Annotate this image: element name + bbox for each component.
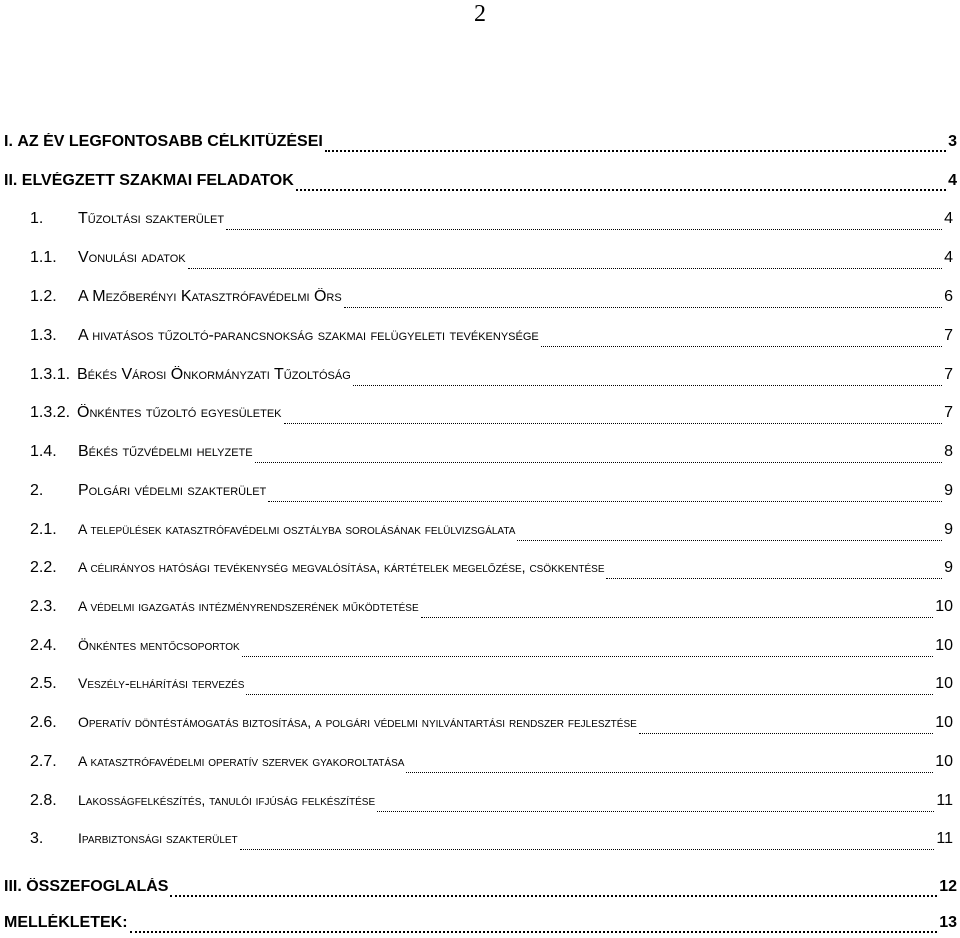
toc-entry[interactable] xyxy=(0,482,953,506)
toc-entry[interactable] xyxy=(0,792,953,816)
toc-entry-number: 1.4. xyxy=(30,443,57,460)
toc-entry-page: 11 xyxy=(936,830,953,847)
toc-entry-title: A települések katasztrófavédelmi osztályba sorolásának felülvizsgálata xyxy=(78,521,516,537)
toc-entry-number: 2.8. xyxy=(30,792,57,809)
toc-entry[interactable] xyxy=(0,288,953,312)
toc-entry-page: 10 xyxy=(935,675,953,692)
toc-entry[interactable] xyxy=(0,443,953,467)
toc-entry-number: 2.6. xyxy=(30,714,57,731)
dot-leader xyxy=(130,931,938,933)
dot-leader xyxy=(517,540,942,541)
toc-entry-number: 1.2. xyxy=(30,288,57,305)
toc-entry[interactable] xyxy=(0,559,953,583)
toc-entry[interactable] xyxy=(4,878,957,902)
dot-leader xyxy=(170,895,937,897)
toc-entry-number: III. xyxy=(4,878,22,895)
toc-entry-title: Polgári védelmi szakterület xyxy=(78,482,267,499)
dot-leader xyxy=(188,268,942,269)
toc-entry[interactable] xyxy=(0,521,953,545)
toc-entry[interactable] xyxy=(0,714,953,738)
toc-entry-page: 13 xyxy=(939,914,957,931)
toc-entry-page: 6 xyxy=(944,288,953,305)
toc-entry-page: 7 xyxy=(944,366,953,383)
toc-entry-page: 9 xyxy=(944,559,953,576)
toc-entry-title: Békés Városi Önkormányzati Tűzoltóság xyxy=(77,366,351,383)
toc-entry-number: 1.3.2. xyxy=(30,404,71,421)
toc-entry-page: 10 xyxy=(935,753,953,770)
toc-entry-title: Operatív döntéstámogatás biztosítása, a polgári védelmi nyilvántartási rendszer fejlesztése xyxy=(78,714,637,730)
toc-entry[interactable] xyxy=(0,327,953,351)
dot-leader xyxy=(226,229,942,230)
toc-entry[interactable] xyxy=(0,830,953,854)
toc-entry-page: 12 xyxy=(939,878,957,895)
toc-entry-title: Lakosságfelkészítés, tanulói ifjúság felkészítése xyxy=(78,792,376,808)
toc-entry[interactable] xyxy=(0,675,953,699)
toc-entry-page: 7 xyxy=(944,404,953,421)
dot-leader xyxy=(296,189,946,191)
page-number: 2 xyxy=(474,1,486,27)
toc-entry-number: 1.3. xyxy=(30,327,57,344)
toc-entry-number: 2.7. xyxy=(30,753,57,770)
toc-entry-page: 10 xyxy=(935,637,953,654)
toc-entry[interactable] xyxy=(4,172,957,196)
toc-entry-number: 2.4. xyxy=(30,637,57,654)
toc-entry-number: 2. xyxy=(30,482,44,499)
toc-entry[interactable] xyxy=(0,753,953,777)
toc-entry-title: A hivatásos tűzoltó-parancsnokság szakmai felügyeleti tevékenysége xyxy=(78,327,539,344)
toc-entry-page: 11 xyxy=(936,792,953,809)
toc-entry-title: Önkéntes tűzoltó egyesületek xyxy=(77,404,282,421)
toc-entry-number: II. xyxy=(4,172,18,189)
toc-entry-number: 3. xyxy=(30,830,44,847)
toc-entry-page: 10 xyxy=(935,598,953,615)
toc-entry-title: Vonulási adatok xyxy=(78,249,186,266)
toc-entry-title: Tűzoltási szakterület xyxy=(78,210,225,227)
toc-entry-page: 4 xyxy=(948,172,957,189)
dot-leader xyxy=(541,346,942,347)
toc-entry[interactable] xyxy=(4,914,957,938)
toc-entry[interactable] xyxy=(4,133,957,157)
toc-entry[interactable] xyxy=(0,404,953,428)
dot-leader xyxy=(639,733,933,734)
dot-leader xyxy=(353,385,942,386)
toc-entry-number: 2.2. xyxy=(30,559,57,576)
toc-entry[interactable] xyxy=(0,637,953,661)
dot-leader xyxy=(421,617,934,618)
toc-entry-number: 2.3. xyxy=(30,598,57,615)
toc-entry[interactable] xyxy=(0,249,953,273)
toc-entry-page: 4 xyxy=(944,210,953,227)
toc-entry-number: 1.3.1. xyxy=(30,366,71,383)
toc-entry-number: 1.1. xyxy=(30,249,57,266)
toc-entry-number: I. xyxy=(4,133,13,150)
toc-entry-page: 10 xyxy=(935,714,953,731)
toc-entry-page: 7 xyxy=(944,327,953,344)
toc-entry-page: 8 xyxy=(944,443,953,460)
toc-entry-title: Veszély-elhárítási tervezés xyxy=(78,675,245,691)
toc-entry-title: ÖSSZEFOGLALÁS xyxy=(26,878,169,895)
toc-entry-title: ELVÉGZETT SZAKMAI FELADATOK xyxy=(21,172,294,189)
dot-leader xyxy=(268,501,942,502)
toc-entry[interactable] xyxy=(0,598,953,622)
toc-entry-title: A Mezőberényi Katasztrófavédelmi Őrs xyxy=(78,288,342,305)
toc-entry-page: 3 xyxy=(948,133,957,150)
toc-entry-title: AZ ÉV LEGFONTOSABB CÉLKITŰZÉSEI xyxy=(17,133,323,150)
toc-entry[interactable] xyxy=(0,366,953,390)
toc-entry-title: A katasztrófavédelmi operatív szervek gyakoroltatása xyxy=(78,753,405,769)
toc-entry-title: A célirányos hatósági tevékenység megvalósítása, kártételek megelőzése, csökkentése xyxy=(78,559,605,575)
toc-entry-number: 2.5. xyxy=(30,675,57,692)
dot-leader xyxy=(406,772,933,773)
dot-leader xyxy=(240,849,935,850)
toc-entry-page: 4 xyxy=(944,249,953,266)
toc-entry-number: 1. xyxy=(30,210,44,227)
toc-entry-page: 9 xyxy=(944,521,953,538)
toc-entry-title: Iparbiztonsági szakterület xyxy=(78,830,238,846)
toc-entry-page: 9 xyxy=(944,482,953,499)
dot-leader xyxy=(606,578,942,579)
dot-leader xyxy=(246,694,933,695)
dot-leader xyxy=(377,811,934,812)
toc-entry-title: Békés tűzvédelmi helyzete xyxy=(78,443,253,460)
toc-entry-number: 2.1. xyxy=(30,521,57,538)
dot-leader xyxy=(284,423,943,424)
toc-entry-title: Önkéntes mentőcsoportok xyxy=(78,637,240,653)
toc-entry-title: MELLÉKLETEK: xyxy=(4,914,128,931)
dot-leader xyxy=(242,656,934,657)
dot-leader xyxy=(255,462,942,463)
dot-leader xyxy=(344,307,942,308)
toc-entry-title: A védelmi igazgatás intézményrendszerének működtetése xyxy=(78,598,419,614)
dot-leader xyxy=(325,150,946,152)
toc-entry[interactable] xyxy=(0,210,953,234)
